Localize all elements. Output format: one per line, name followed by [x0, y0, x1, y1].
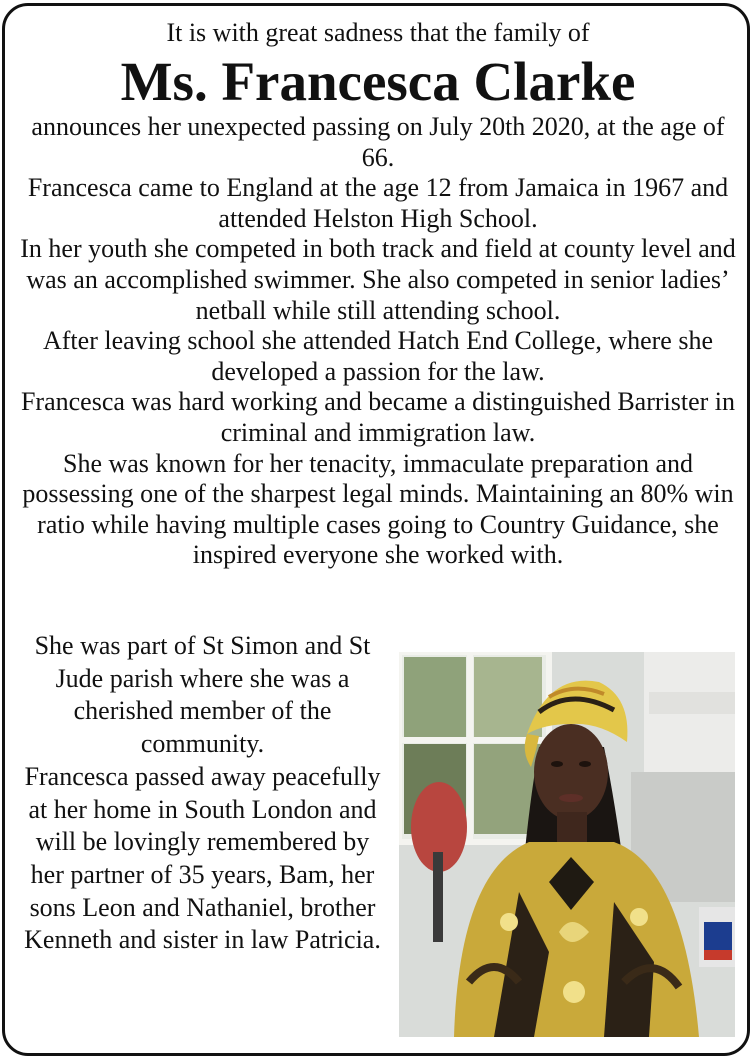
intro-line: It is with great sadness that the family of: [166, 18, 590, 47]
paragraph-early-life: Francesca came to England at the age 12 from Jamaica in 1967 and attended Helston High School.: [27, 173, 729, 233]
paragraph-legacy: She was known for her tenacity, immaculate preparation and possessing one of the sharpest legal minds. Maintaining an 80% win ratio while having multiple cases going to Country Guidance, she inspired everyone she worked with.: [22, 448, 734, 570]
paragraph-parish: She was part of St Simon and St Jude parish where she was a cherished member of the community.: [34, 631, 371, 759]
paragraph-passing: announces her unexpected passing on July 20th 2020, at the age of 66.: [31, 112, 725, 172]
paragraph-sports: In her youth she competed in both track and field at county level and was an accomplished swimmer. She also competed in senior ladies’ netball while still attending school.: [20, 234, 736, 325]
paragraph-college: After leaving school she attended Hatch End College, where she developed a passion for the law.: [43, 326, 713, 386]
obituary-body: [18, 112, 738, 571]
obituary-lower-body: [20, 630, 385, 957]
deceased-name: Ms. Francesca Clarke: [120, 51, 636, 112]
paragraph-career: Francesca was hard working and became a distinguished Barrister in criminal and immigration law.: [20, 387, 736, 447]
portrait-photo: [399, 652, 735, 1037]
paragraph-family: Francesca passed away peacefully at her home in South London and will be lovingly remembered by her partner of 35 years, Bam, her sons Leon and Nathaniel, brother Kenneth and sister in law Patricia.: [24, 761, 381, 955]
